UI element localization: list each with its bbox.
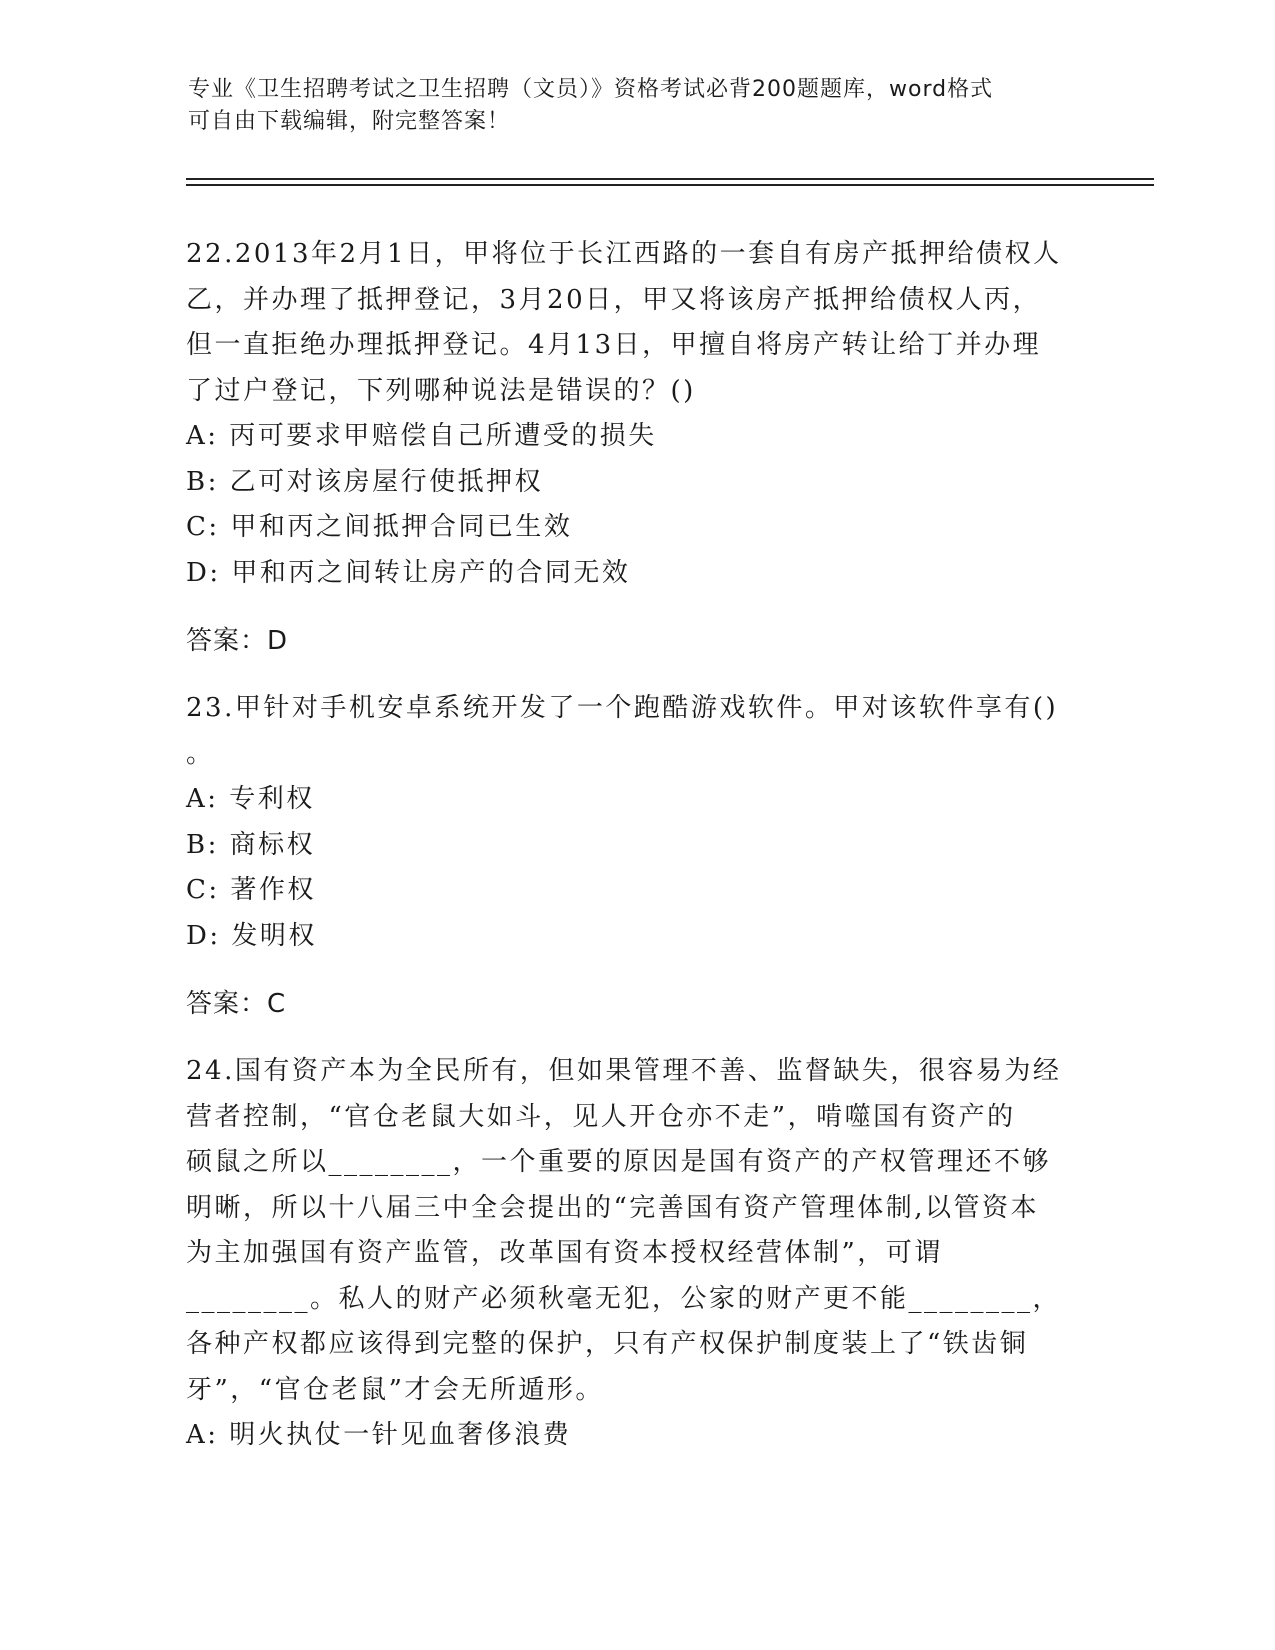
- option-b: B: 商标权: [186, 829, 316, 860]
- answer-22: 答案：D: [186, 626, 289, 656]
- question-text-line: 营者控制，“官仓老鼠大如斗，见人开仓亦不走”，啃噬国有资产的: [186, 1101, 1016, 1132]
- answer-23: 答案：C: [186, 989, 287, 1019]
- document-header: [188, 74, 1088, 138]
- question-text-line: 22.2013年2月1日，甲将位于长江西路的一套自有房产抵押给债权人: [186, 239, 1062, 269]
- option-a: A: 专利权: [186, 784, 315, 814]
- header-line-1: 专业《卫生招聘考试之卫生招聘（文员）》资格考试必背200题题库，word格式: [188, 77, 994, 102]
- header-line-2: 可自由下载编辑，附完整答案！: [188, 109, 511, 134]
- question-text-line: 了过户登记，下列哪种说法是错误的？(): [186, 375, 696, 406]
- option-b: B: 乙可对该房屋行使抵押权: [186, 466, 544, 497]
- question-text-line: 乙，并办理了抵押登记，3月20日，甲又将该房产抵押给债权人丙，: [186, 284, 1042, 315]
- question-text-line: 24.国有资产本为全民所有，但如果管理不善、监督缺失，很容易为经: [186, 1056, 1062, 1086]
- question-text-line: 各种产权都应该得到完整的保护，只有产权保护制度装上了“铁齿铜: [186, 1329, 1029, 1359]
- question-text-line: 但一直拒绝办理抵押登记。4月13日，甲擅自将房产转让给丁并办理: [186, 330, 1042, 360]
- question-text-line: 硕鼠之所以________，一个重要的原因是国有资产的产权管理还不够: [186, 1147, 1052, 1177]
- question-text-line: 。: [186, 738, 215, 769]
- question-text-line: 23.甲针对手机安卓系统开发了一个跑酷游戏软件。甲对该软件享有(): [186, 693, 1059, 723]
- header-divider-bottom: [186, 184, 1154, 186]
- option-c: C: 甲和丙之间抵押合同已生效: [186, 512, 573, 542]
- question-24: [186, 1049, 1086, 1459]
- question-22: [186, 232, 1086, 596]
- question-text-line: 明晰，所以十八届三中全会提出的“完善国有资产管理体制,以管资本: [186, 1192, 1040, 1223]
- question-text-line: 牙”，“官仓老鼠”才会无所遁形。: [186, 1374, 604, 1405]
- option-d: D: 发明权: [186, 920, 317, 951]
- option-a: A: 丙可要求甲赔偿自己所遭受的损失: [186, 421, 657, 451]
- question-list: [186, 232, 1086, 1481]
- option-c: C: 著作权: [186, 875, 316, 905]
- question-text-line: ________。私人的财产必须秋毫无犯，公家的财产更不能________，: [186, 1283, 1062, 1314]
- question-23: [186, 686, 1086, 959]
- option-a: A: 明火执仗一针见血奢侈浪费: [186, 1420, 572, 1450]
- option-d: D: 甲和丙之间转让房产的合同无效: [186, 557, 631, 588]
- question-text-line: 为主加强国有资产监管，改革国有资本授权经营体制”，可谓: [186, 1238, 943, 1268]
- header-divider-top: [186, 178, 1154, 180]
